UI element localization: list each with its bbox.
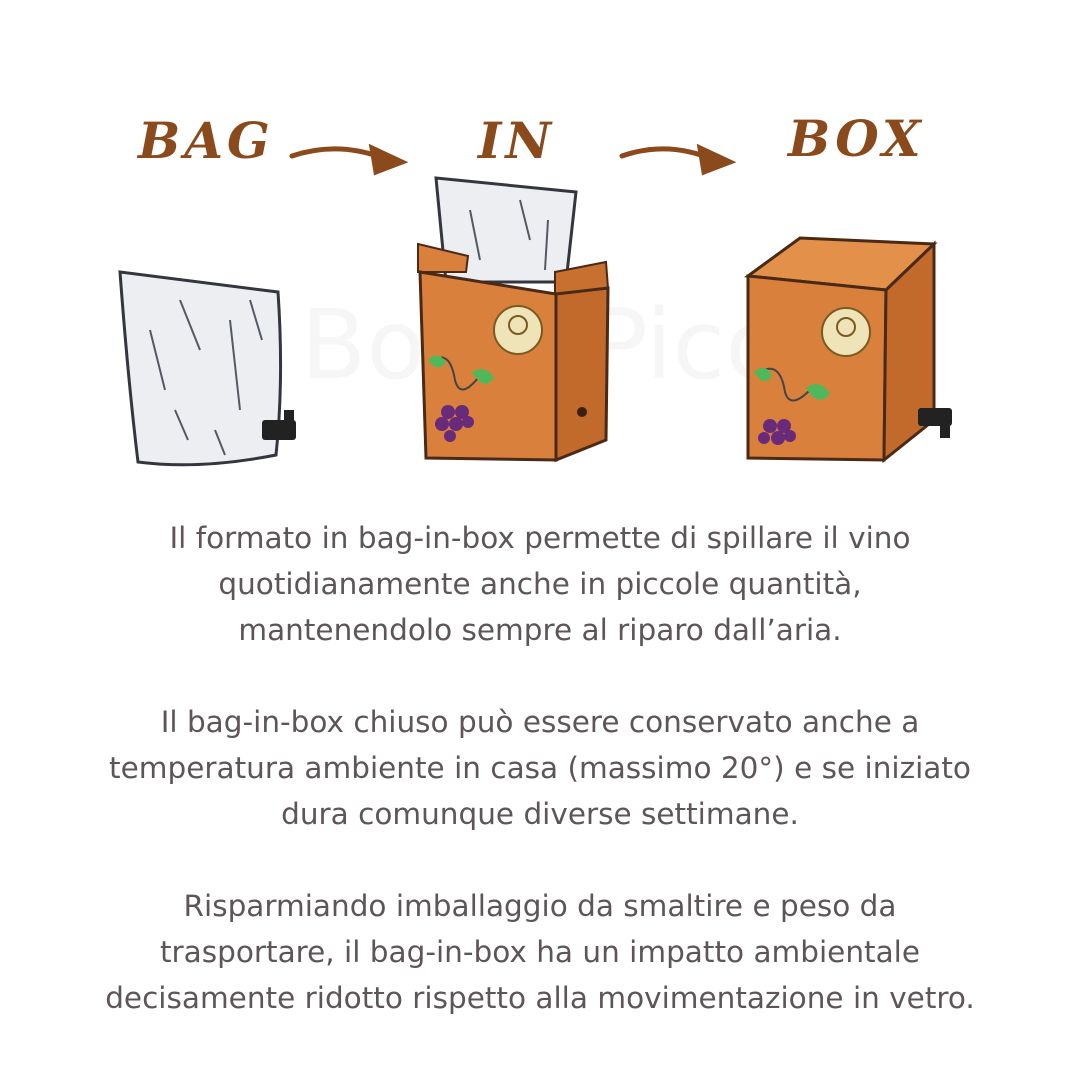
paragraph-2-line-3: dura comunque diverse settimane. <box>281 797 799 831</box>
paragraph-1 <box>40 515 1040 653</box>
paragraph-2-line-2: temperatura ambiente in casa (massimo 20°) e se iniziato <box>109 751 971 785</box>
paragraph-1-line-1: Il formato in bag-in-box permette di spillare il vino <box>169 521 911 555</box>
bag-icon <box>120 272 296 465</box>
paragraph-3-line-2: trasportare, il bag-in-box ha un impatto ambientale <box>159 935 921 969</box>
paragraph-2 <box>40 699 1040 837</box>
heading-bag: BAG <box>138 111 274 170</box>
arrow-icon-2 <box>622 148 730 172</box>
heading-box: BOX <box>788 109 925 168</box>
paragraph-3-line-3: decisamente ridotto rispetto alla movimentazione in vetro. <box>105 981 975 1015</box>
bag-in-box-illustration <box>0 0 1080 500</box>
paragraph-2-line-1: Il bag-in-box chiuso può essere conservato anche a <box>160 705 920 739</box>
paragraph-1-line-2: quotidianamente anche in piccole quantità, <box>218 567 862 601</box>
paragraph-1-line-3: mantenendolo sempre al riparo dall’aria. <box>238 613 842 647</box>
heading-in: IN <box>478 111 556 170</box>
closed-box-icon <box>748 238 952 460</box>
paragraph-3 <box>40 883 1040 1021</box>
arrow-icon-1 <box>292 148 402 172</box>
paragraph-3-line-1: Risparmiando imballaggio da smaltire e peso da <box>183 889 897 923</box>
open-box-icon <box>418 178 608 460</box>
